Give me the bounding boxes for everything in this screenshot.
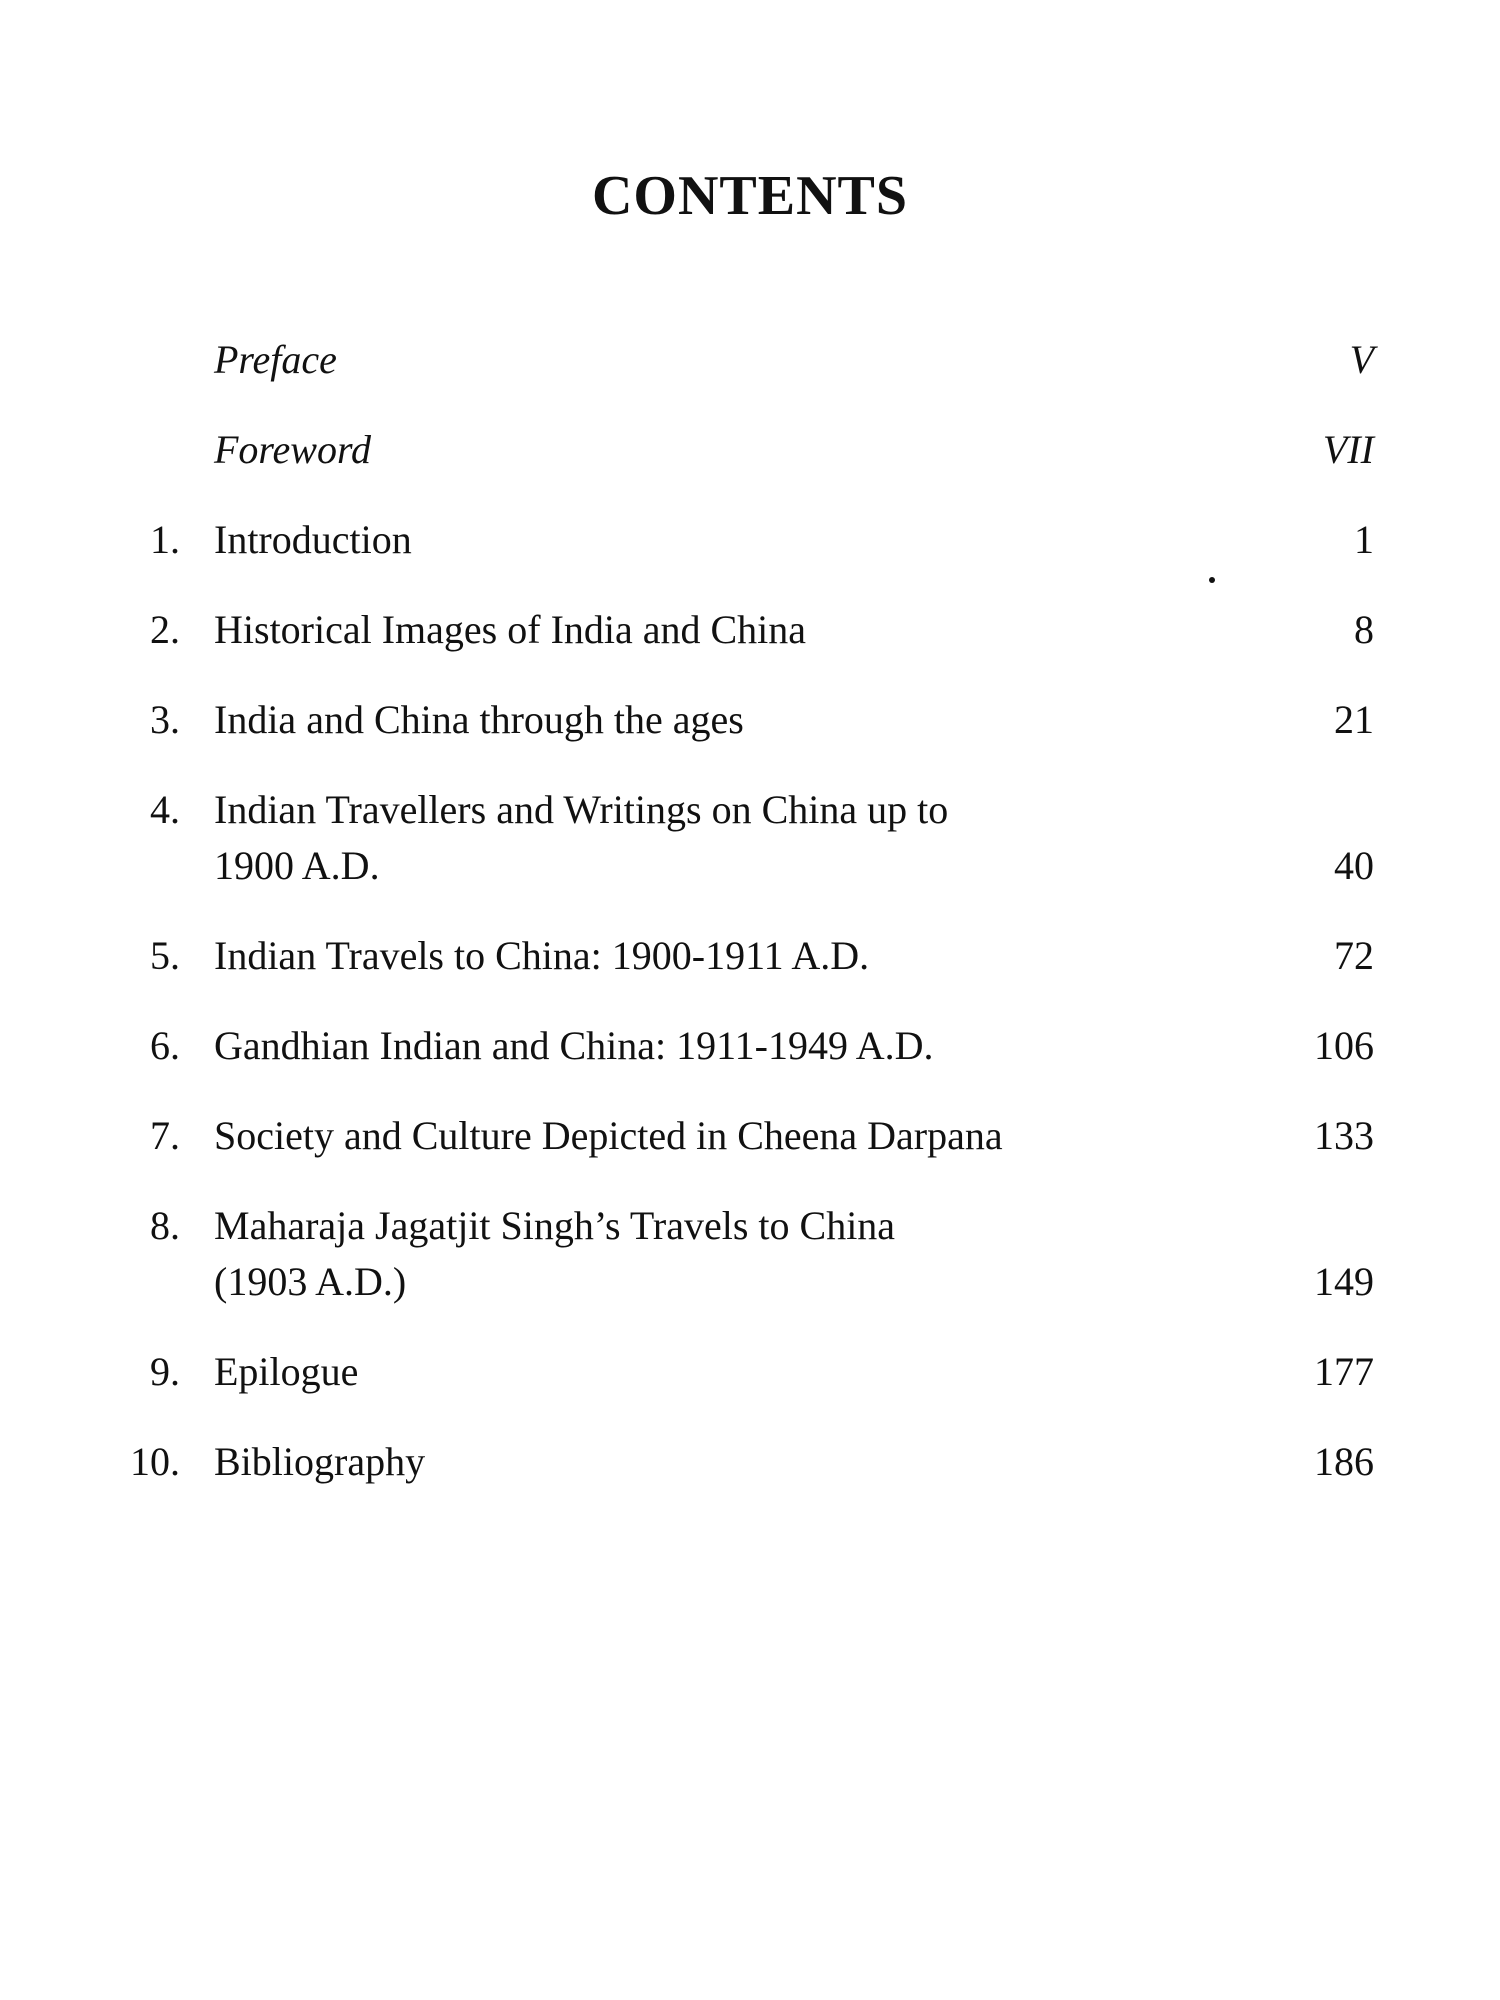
- toc-entry-label: Preface: [214, 337, 337, 382]
- chapter-title: [214, 512, 1214, 568]
- toc-entry-page: VII: [1322, 427, 1374, 472]
- chapter-page: 133: [1314, 1113, 1374, 1158]
- chapter-title-line1: Maharaja Jagatjit Singh’s Travels to China: [214, 1203, 896, 1248]
- chapter-number: 8.: [150, 1203, 180, 1248]
- chapter-number: 6.: [150, 1023, 180, 1068]
- page-title: CONTENTS: [591, 165, 909, 227]
- chapter-title: [214, 1108, 1214, 1164]
- chapter-title: [214, 1018, 1214, 1074]
- chapter-title-line1: Indian Travellers and Writings on China up to: [214, 787, 949, 832]
- chapter-number: 2.: [150, 607, 180, 652]
- chapter-title: [214, 1198, 1214, 1310]
- chapter-title: [214, 928, 1214, 984]
- chapter-title: [214, 1434, 1214, 1490]
- chapter-title-line1: Society and Culture Depicted in Cheena Darpana: [214, 1113, 1003, 1158]
- chapter-number: 3.: [150, 697, 180, 742]
- chapter-title: [214, 692, 1214, 748]
- chapter-page: 72: [1334, 933, 1374, 978]
- chapter-title: [214, 782, 1214, 894]
- stray-ink-dot: [1209, 577, 1215, 583]
- chapter-number: 10.: [130, 1439, 180, 1484]
- chapter-number: 5.: [150, 933, 180, 978]
- chapter-page: 177: [1314, 1349, 1374, 1394]
- chapter-page: 21: [1334, 697, 1374, 742]
- chapter-title-line1: Introduction: [214, 517, 412, 562]
- chapter-page: 1: [1354, 517, 1374, 562]
- chapter-number: 7.: [150, 1113, 180, 1158]
- chapter-title-line2: (1903 A.D.): [214, 1259, 407, 1304]
- chapter-number: 9.: [150, 1349, 180, 1394]
- chapter-number: 1.: [150, 517, 180, 562]
- chapter-title-line1: Indian Travels to China: 1900-1911 A.D.: [214, 933, 870, 978]
- chapter-title: [214, 602, 1214, 658]
- chapter-title-line1: Bibliography: [214, 1439, 426, 1484]
- chapter-title-line1: Historical Images of India and China: [214, 607, 807, 652]
- chapter-title-line2: 1900 A.D.: [214, 843, 380, 888]
- chapter-page: 8: [1354, 607, 1374, 652]
- chapter-title-line1: Epilogue: [214, 1349, 359, 1394]
- toc-entry-label: Foreword: [214, 427, 372, 472]
- chapter-number: 4.: [150, 787, 180, 832]
- chapter-page: 186: [1314, 1439, 1374, 1484]
- chapter-title-line1: India and China through the ages: [214, 697, 744, 742]
- chapter-page: 149: [1314, 1259, 1374, 1304]
- toc-entry-page: V: [1349, 337, 1374, 382]
- chapter-page: 40: [1334, 843, 1374, 888]
- chapter-page: 106: [1314, 1023, 1374, 1068]
- chapter-title: [214, 1344, 1214, 1400]
- chapter-title-line1: Gandhian Indian and China: 1911-1949 A.D.: [214, 1023, 934, 1068]
